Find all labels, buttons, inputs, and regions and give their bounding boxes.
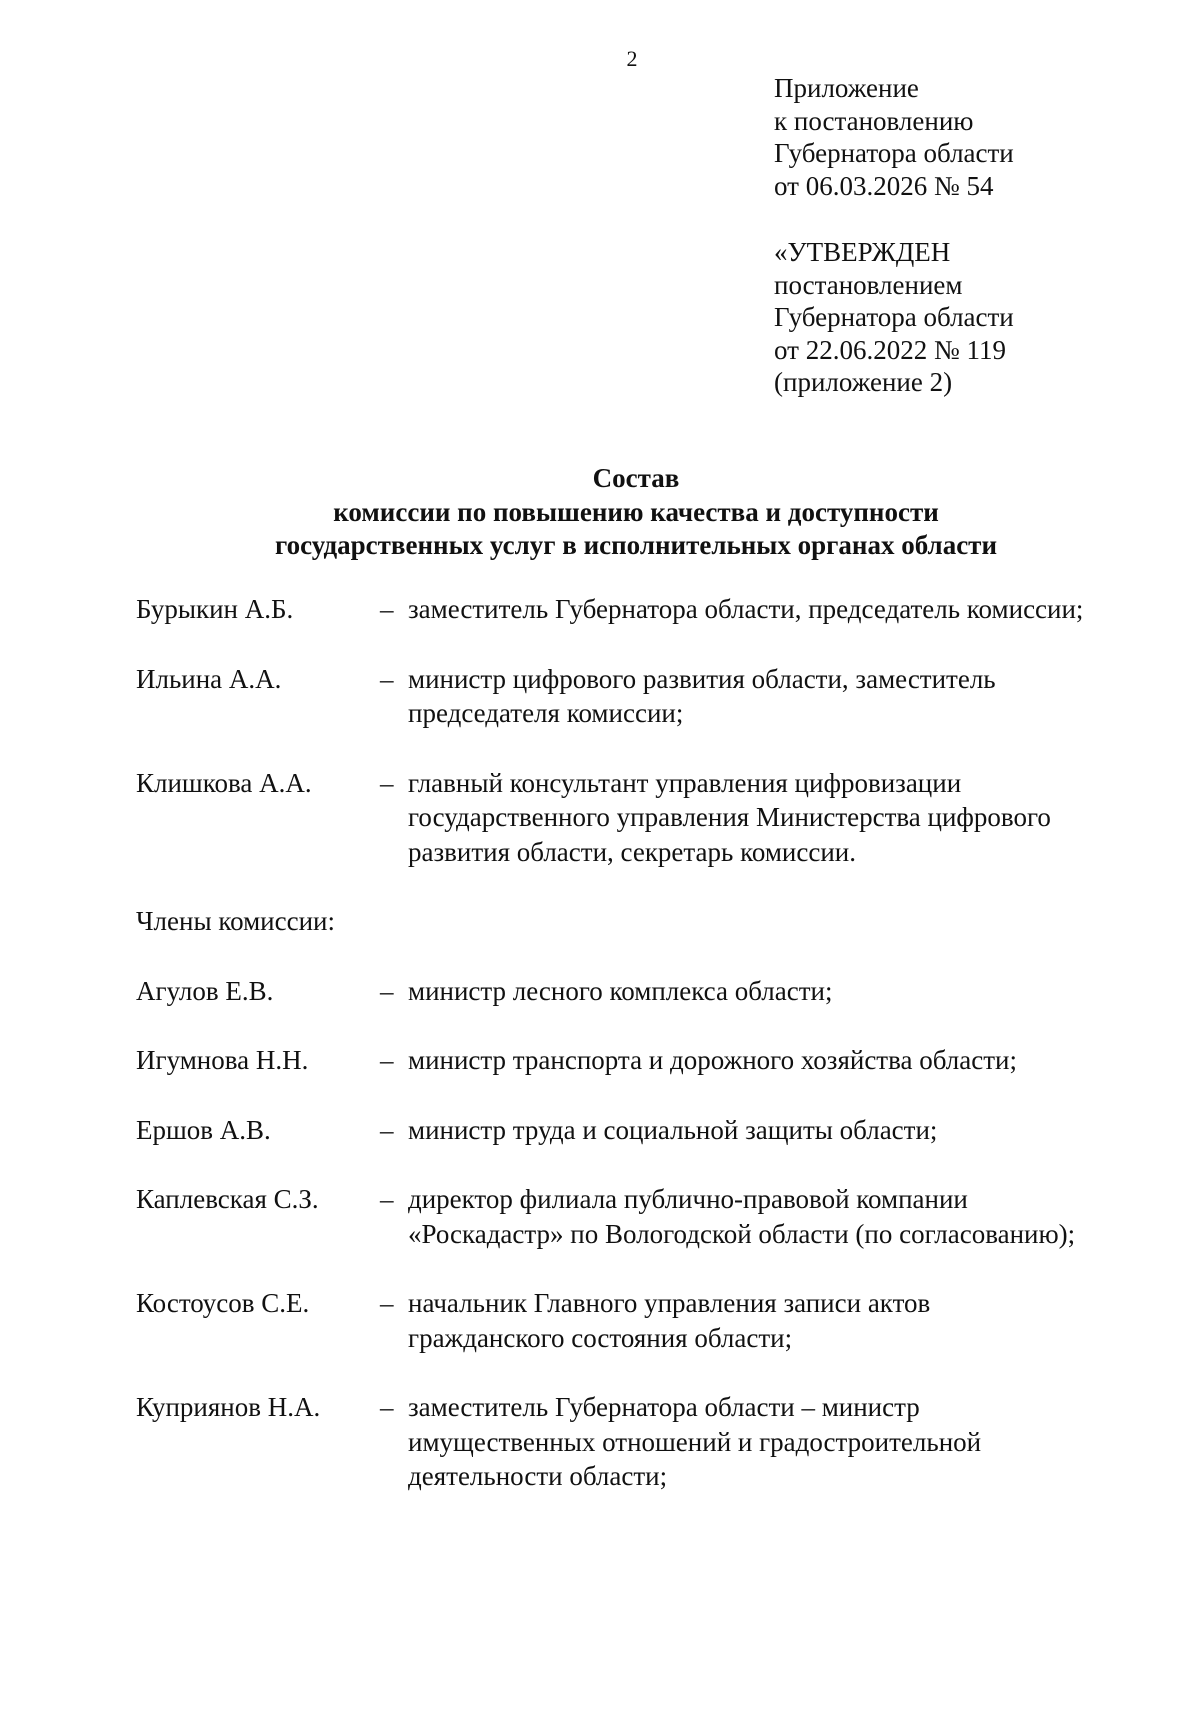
document-title xyxy=(36,462,1200,563)
member-role xyxy=(408,662,1156,731)
member-role xyxy=(408,1113,1156,1148)
title-line: комиссии по повышению качества и доступности xyxy=(333,496,939,527)
role-line: деятельности области; xyxy=(408,1461,668,1491)
member-dash: – xyxy=(380,1392,394,1422)
member-dash: – xyxy=(380,663,394,694)
approval-stamp-text xyxy=(774,236,1014,399)
member-row xyxy=(136,1286,1156,1355)
title-line: Состав xyxy=(592,463,680,493)
role-line: главный консультант управления цифровизации xyxy=(408,767,962,798)
member-role xyxy=(408,974,1156,1009)
member-name: Куприянов Н.А. xyxy=(136,1392,321,1422)
member-row xyxy=(136,1113,1156,1148)
role-line: директор филиала публично-правовой компании xyxy=(408,1184,968,1214)
appendix-header xyxy=(774,72,1014,202)
title-line: государственных услуг в исполнительных органах области xyxy=(274,530,997,560)
member-row xyxy=(136,974,1156,1009)
member-role xyxy=(408,766,1156,870)
member-name: Костоусов С.Е. xyxy=(136,1288,310,1318)
member-dash: – xyxy=(380,1045,394,1075)
member-name: Ильина А.А. xyxy=(136,663,282,694)
approved-line: Губернатора области xyxy=(774,302,1014,332)
role-line: министр цифрового развития области, заместитель xyxy=(408,663,996,694)
member-row xyxy=(136,1043,1156,1078)
member-name: Клишкова А.А. xyxy=(136,767,312,798)
role-line: гражданского состояния области; xyxy=(408,1322,793,1353)
member-role xyxy=(408,1182,1156,1251)
member-role xyxy=(408,592,1156,627)
member-row xyxy=(136,1390,1156,1494)
member-name: Каплевская С.З. xyxy=(136,1184,319,1214)
approved-line: (приложение 2) xyxy=(774,367,953,397)
appendix-line: к постановлению xyxy=(774,105,974,136)
member-name: Бурыкин А.Б. xyxy=(136,594,294,624)
member-name: Ершов А.В. xyxy=(136,1114,271,1145)
member-role xyxy=(408,1286,1156,1355)
member-dash: – xyxy=(380,975,394,1006)
member-name: Игумнова Н.Н. xyxy=(136,1045,309,1075)
approved-line: от 22.06.2022 № 119 xyxy=(774,334,1006,365)
role-line: министр лесного комплекса области; xyxy=(408,975,833,1006)
role-line: заместитель Губернатора области – министр xyxy=(408,1392,920,1422)
member-dash: – xyxy=(380,767,394,798)
member-dash: – xyxy=(380,1114,394,1145)
role-line: начальник Главного управления записи актов xyxy=(408,1288,931,1318)
role-line: развития области, секретарь комиссии. xyxy=(408,836,856,867)
role-line: министр транспорта и дорожного хозяйства области; xyxy=(408,1045,1017,1075)
member-dash: – xyxy=(380,1184,394,1214)
appendix-line: от 06.03.2026 № 54 xyxy=(774,170,994,201)
member-row xyxy=(136,766,1156,870)
approved-line: «УТВЕРЖДЕН xyxy=(774,237,951,267)
role-line: заместитель Губернатора области, председатель комиссии; xyxy=(408,594,1084,624)
approved-line: постановлением xyxy=(774,269,963,300)
appendix-line: Приложение xyxy=(774,73,919,103)
role-line: государственного управления Министерства цифрового xyxy=(408,802,1051,832)
member-dash: – xyxy=(380,594,394,624)
member-row xyxy=(136,662,1156,731)
member-row xyxy=(136,592,1156,627)
members-heading: Члены комиссии: xyxy=(136,906,335,936)
member-row xyxy=(136,1182,1156,1251)
member-dash: – xyxy=(380,1288,394,1318)
commission-composition xyxy=(136,592,1156,1529)
role-line: имущественных отношений и градостроительной xyxy=(408,1426,982,1457)
member-name: Агулов Е.В. xyxy=(136,975,274,1006)
role-line: председателя комиссии; xyxy=(408,698,684,728)
role-line: «Роскадастр» по Вологодской области (по согласованию); xyxy=(408,1218,1076,1249)
page-number: 2 xyxy=(626,46,638,71)
role-line: министр труда и социальной защиты области; xyxy=(408,1114,938,1145)
appendix-line: Губернатора области xyxy=(774,138,1014,168)
member-role xyxy=(408,1390,1156,1494)
member-role xyxy=(408,1043,1156,1078)
